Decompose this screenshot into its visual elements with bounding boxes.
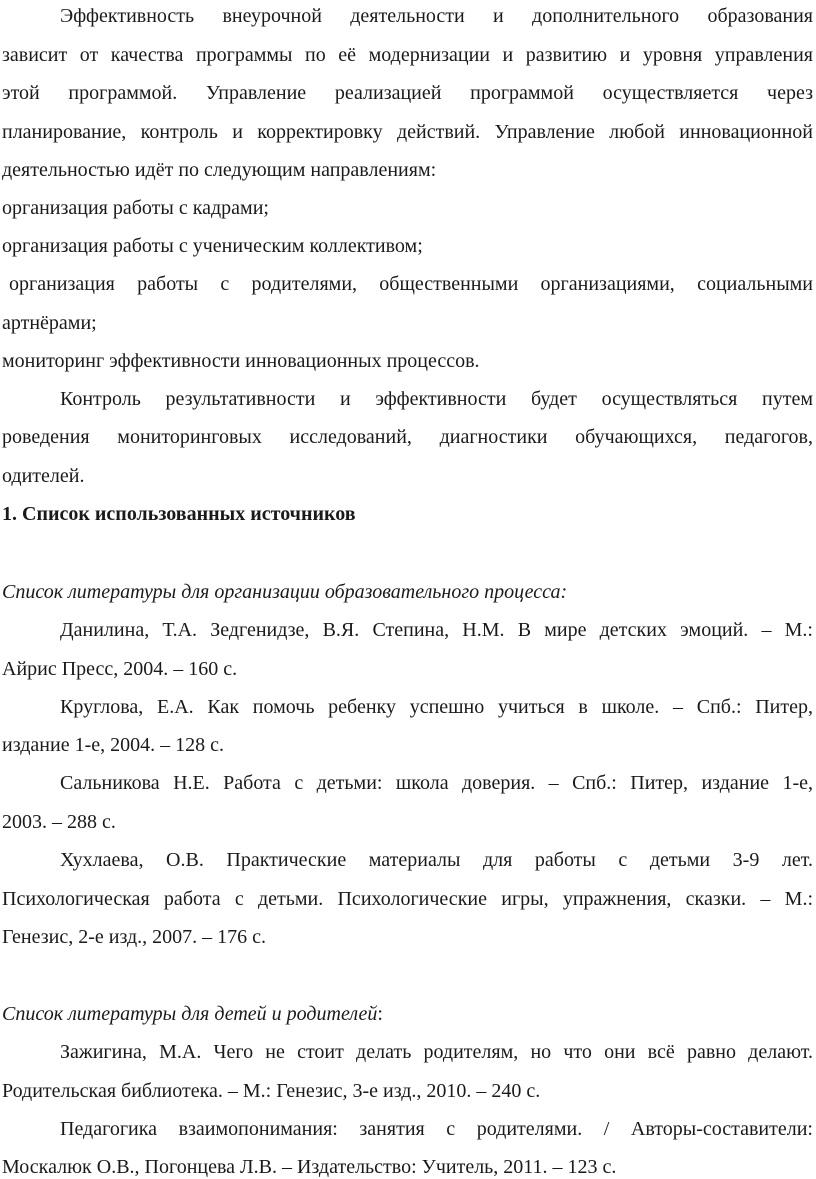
list1-entry-1-line-2: Айрис Пресс, 2004. – 160 с. <box>2 658 238 680</box>
intro-line-5: деятельностью идёт по следующим направлениям: <box>2 159 437 181</box>
list2-entry-2-line-1: Педагогика взаимопонимания: занятия с родителями. / Авторы-составители: <box>60 1118 813 1140</box>
intro-line-1: Эффективность внеурочной деятельности и дополнительного образования <box>60 5 813 27</box>
direction-item-parents-line-1: организация работы с родителями, общественными организациями, социальными <box>9 273 813 295</box>
list1-entry-2-line-1: Круглова, Е.А. Как помочь ребенку успешно учиться в школе. – Спб.: Питер, <box>60 696 813 718</box>
list2-heading-text: Список литературы для детей и родителей <box>2 1003 378 1025</box>
list2-heading-colon: : <box>377 1003 383 1025</box>
list1-entry-2-line-2: издание 1-е, 2004. – 128 с. <box>2 734 224 756</box>
direction-item-staff: организация работы с кадрами; <box>2 197 269 219</box>
direction-item-monitoring: мониторинг эффективности инновационных процессов. <box>2 350 480 372</box>
control-line-1: Контроль результативности и эффективности будет осуществляться путем <box>60 388 813 410</box>
list1-heading: Список литературы для организации образовательного процесса: <box>2 581 568 603</box>
list2-heading <box>2 1002 813 1026</box>
direction-item-parents-line-2: артнёрами; <box>2 312 97 334</box>
list2-entry-1-line-1: Зажигина, М.А. Чего не стоит делать родителям, но что они всё равно делают. <box>60 1041 813 1063</box>
list1-entry-4-line-3: Генезис, 2-е изд., 2007. – 176 с. <box>2 926 267 948</box>
list1-entry-3-line-1: Сальникова Н.Е. Работа с детьми: школа доверия. – Спб.: Питер, издание 1-е, <box>60 772 813 794</box>
intro-line-4: планирование, контроль и корректировку действий. Управление любой инновационной <box>2 121 813 143</box>
list2-entry-2-line-2: Москалюк О.В., Погонцева Л.В. – Издательство: Учитель, 2011. – 123 с. <box>2 1156 617 1178</box>
sources-heading: 1. Список использованных источников <box>2 503 356 525</box>
direction-item-students: организация работы с ученическим коллективом; <box>2 235 423 257</box>
control-line-3: одителей. <box>2 465 85 487</box>
intro-line-3: этой программой. Управление реализацией программой осуществляется через <box>2 82 813 104</box>
intro-line-2: зависит от качества программы по её модернизации и развитию и уровня управления <box>2 44 813 66</box>
list2-entry-1-line-2: Родительская библиотека. – М.: Генезис, 3-е изд., 2010. – 240 с. <box>2 1080 541 1102</box>
list1-entry-1-line-1: Данилина, Т.А. Зедгенидзе, В.Я. Степина, Н.М. В мире детских эмоций. – М.: <box>60 619 813 641</box>
list1-entry-4-line-2: Психологическая работа с детьми. Психологические игры, упражнения, сказки. – М.: <box>2 888 813 910</box>
control-line-2: роведения мониторинговых исследований, диагностики обучающихся, педагогов, <box>2 426 813 448</box>
list1-entry-4-line-1: Хухлаева, О.В. Практические материалы для работы с детьми 3-9 лет. <box>60 849 813 871</box>
list1-entry-3-line-2: 2003. – 288 с. <box>2 811 116 833</box>
